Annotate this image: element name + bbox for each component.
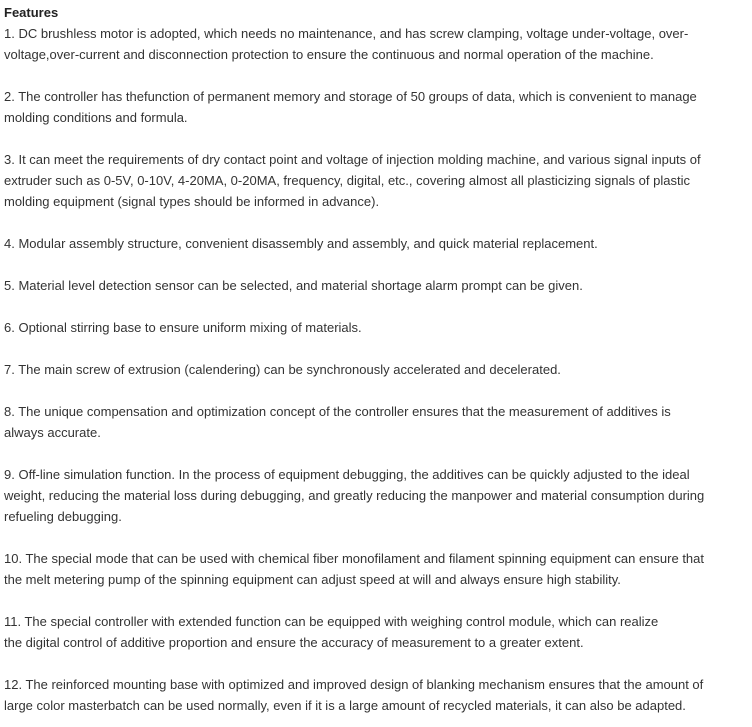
feature-item-8: 8. The unique compensation and optimization concept of the controller ensures that the measurement of additives is always accurate. — [4, 404, 671, 440]
feature-item-6: 6. Optional stirring base to ensure uniform mixing of materials. — [4, 320, 362, 335]
feature-item-11: 11. The special controller with extended function can be equipped with weighing control module, which can realize the digital control of additive proportion and ensure the accuracy of measurement to a greater extent. — [4, 614, 659, 650]
feature-item-12: 12. The reinforced mounting base with optimized and improved design of blanking mechanism ensures that the amount of large color masterbatch can be used normally, even if it is a large amount of recycled materials, it can also be adapted. — [4, 677, 704, 713]
feature-item-1: 1. DC brushless motor is adopted, which needs no maintenance, and has screw clamping, voltage under-voltage, over- voltage,over-current and disconnection protection to ensure the continuous and normal operation of the machine. — [4, 26, 689, 62]
feature-item-3: 3. It can meet the requirements of dry contact point and voltage of injection molding machine, and various signal inputs of extruder such as 0-5V, 0-10V, 4-20MA, 0-20MA, frequency, digital, etc., covering almost all plasticizing signals of plastic molding equipment (signal types should be informed in advance). — [4, 152, 701, 209]
feature-item-7: 7. The main screw of extrusion (calendering) can be synchronously accelerated and decelerated. — [4, 362, 561, 377]
feature-item-9: 9. Off-line simulation function. In the process of equipment debugging, the additives can be quickly adjusted to the ideal weight, reducing the material loss during debugging, and greatly reducing the manpower and material consumption during refueling debugging. — [4, 467, 705, 524]
feature-item-2: 2. The controller has thefunction of permanent memory and storage of 50 groups of data, which is convenient to manage molding conditions and formula. — [4, 89, 697, 125]
feature-item-4: 4. Modular assembly structure, convenient disassembly and assembly, and quick material replacement. — [4, 236, 598, 251]
feature-item-10: 10. The special mode that can be used with chemical fiber monofilament and filament spinning equipment can ensure that the melt metering pump of the spinning equipment can adjust speed at will and always ensure high stability. — [4, 551, 705, 587]
feature-item-5: 5. Material level detection sensor can be selected, and material shortage alarm prompt can be given. — [4, 278, 583, 293]
features-document — [4, 2, 750, 716]
features-heading: Features — [4, 5, 59, 20]
